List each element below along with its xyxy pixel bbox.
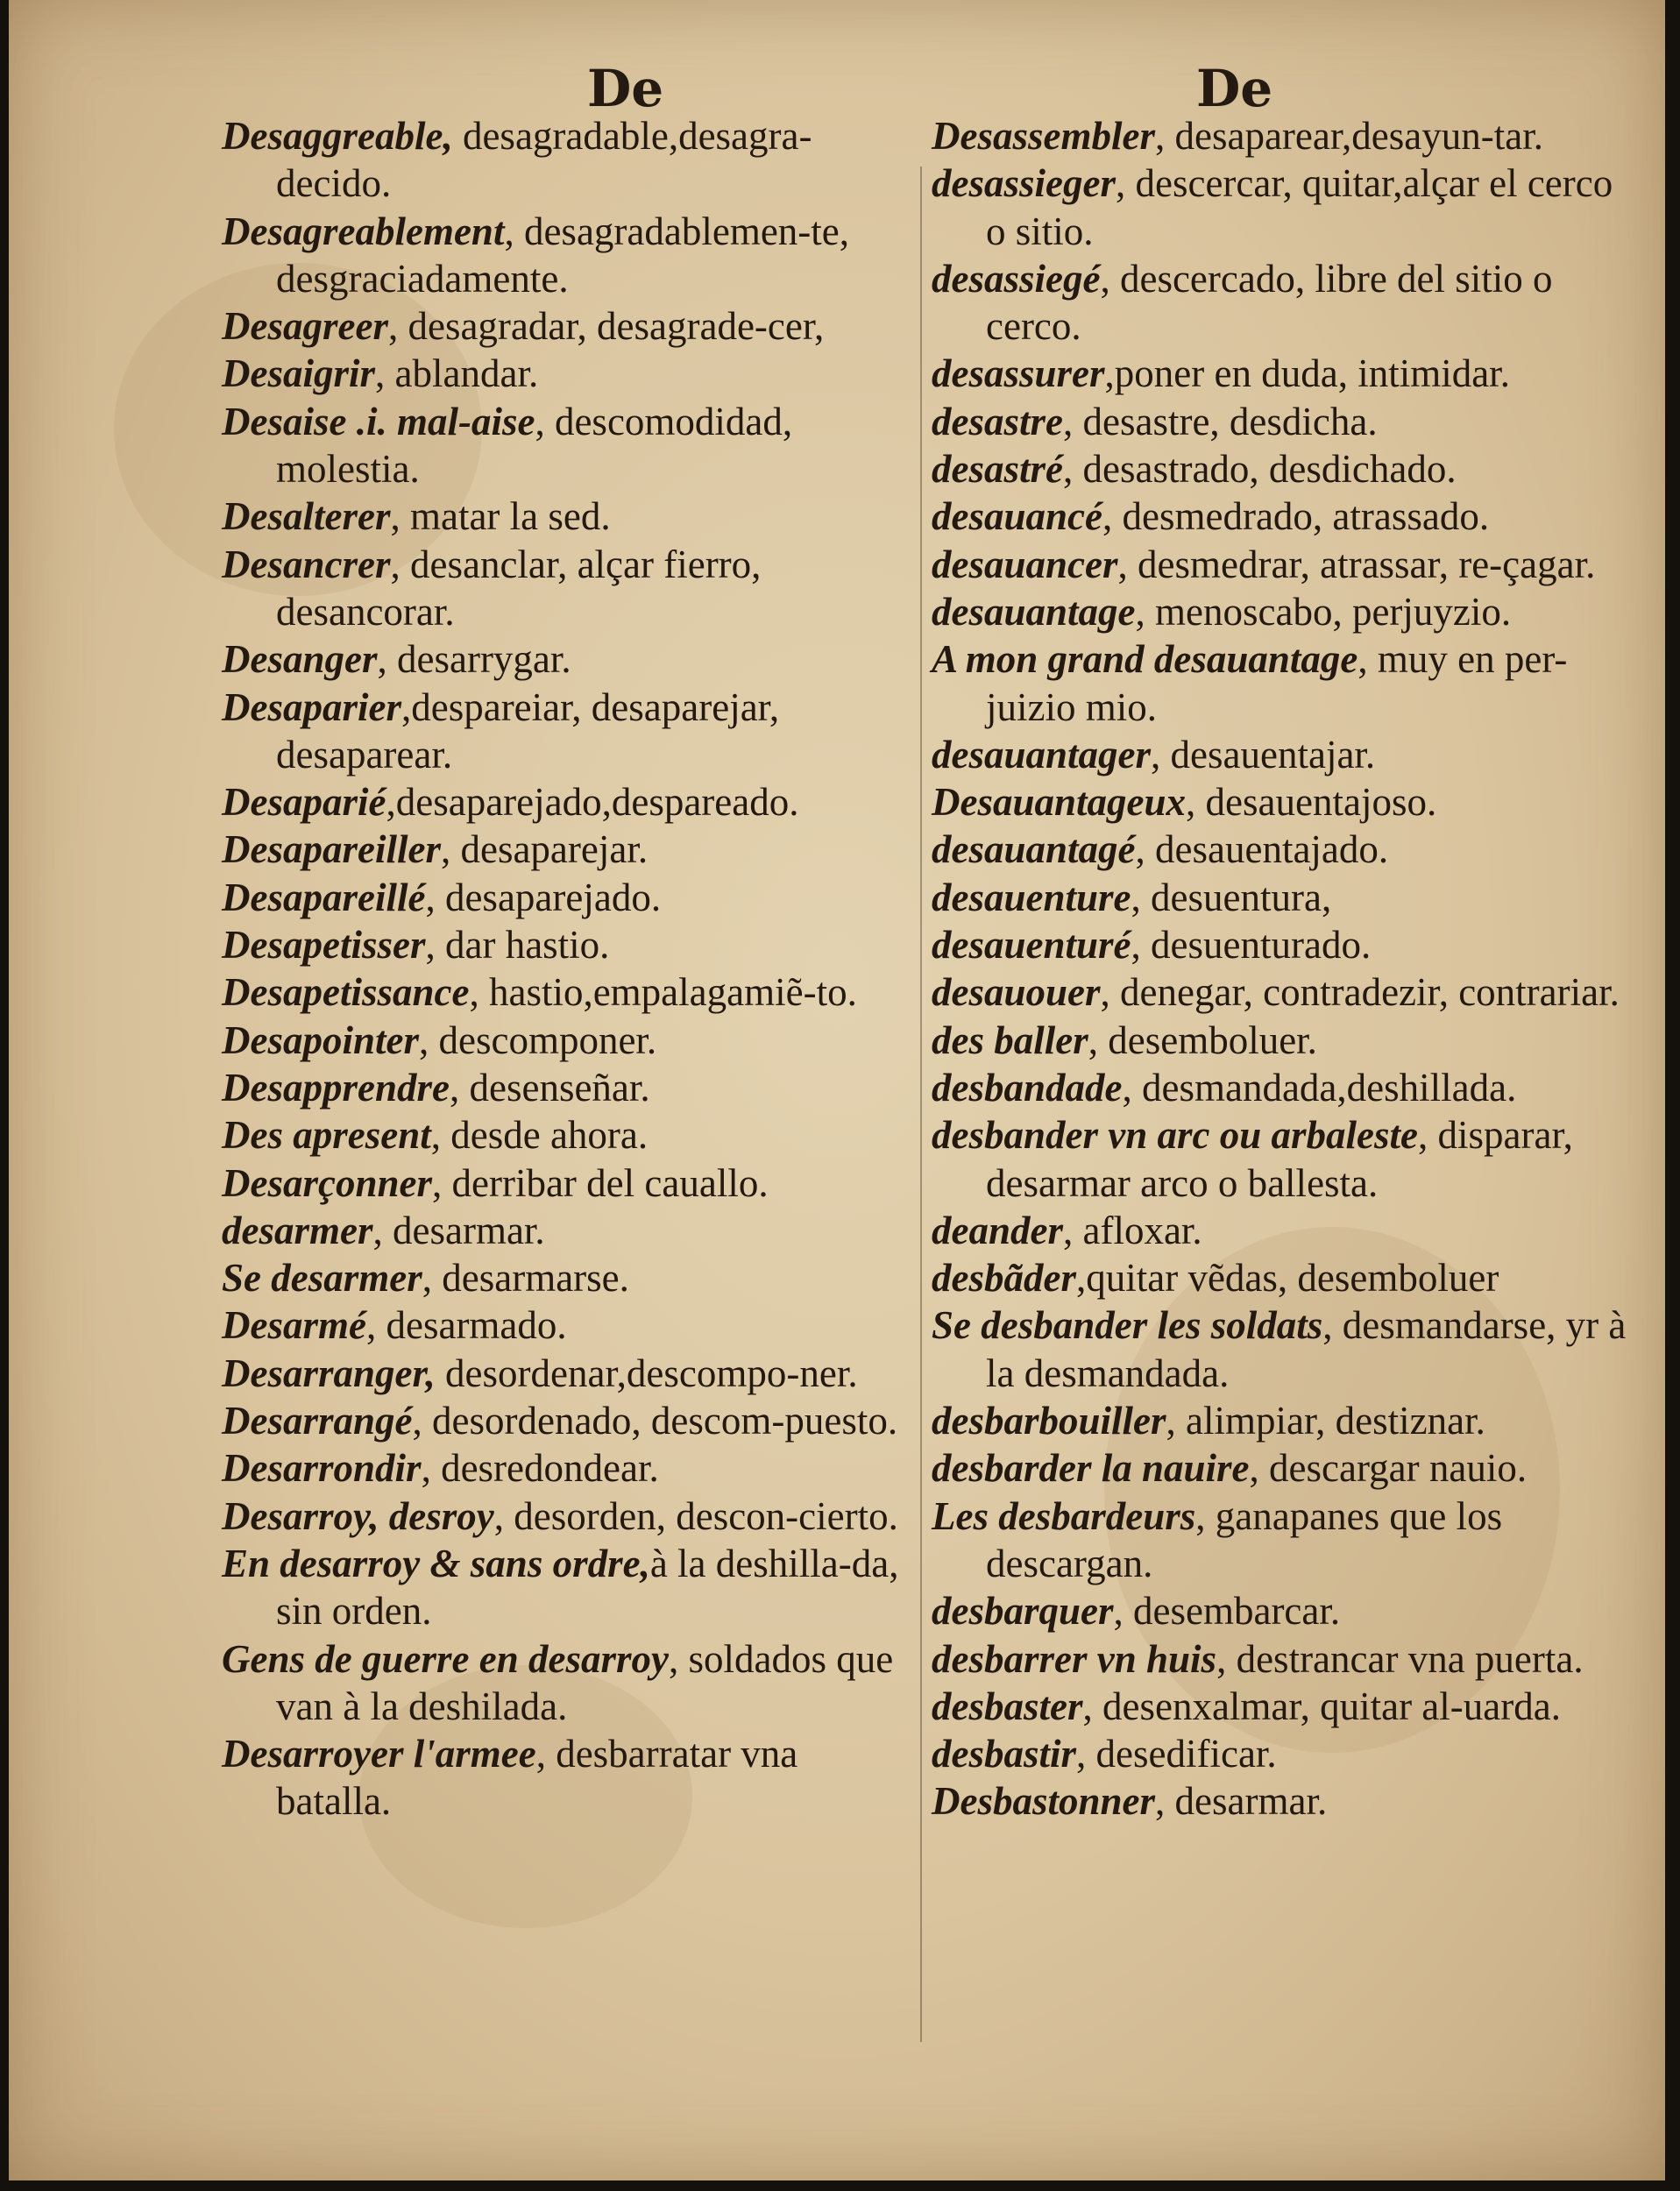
dictionary-entry: [932, 1444, 1633, 1492]
dictionary-entry: [932, 1493, 1633, 1588]
dictionary-entry: [222, 493, 910, 540]
dictionary-entry: [932, 874, 1633, 921]
dictionary-entry: [222, 1301, 910, 1349]
entry-headword: Desarçonner: [222, 1160, 433, 1205]
dictionary-entry: [932, 398, 1633, 445]
entry-headword: Desapetisser: [222, 923, 426, 968]
right-column: [932, 112, 1633, 1826]
entry-definition: , muy en per-juizio mio.: [986, 637, 1568, 729]
dictionary-entry: [222, 541, 910, 636]
entry-definition: , desaparejar.: [440, 827, 649, 872]
dictionary-entry: [222, 1064, 910, 1111]
dictionary-entry: [932, 921, 1633, 968]
dictionary-entry: [932, 1254, 1633, 1301]
entry-definition: , desde ahora.: [430, 1113, 649, 1158]
entry-definition: desordenar,descompo-ner.: [435, 1351, 858, 1395]
entry-definition: , descargar nauio.: [1249, 1446, 1528, 1491]
entry-definition: , soldados que van à la deshilada.: [276, 1636, 894, 1728]
entry-headword: des baller: [932, 1018, 1088, 1062]
entry-headword: Desancrer: [222, 542, 391, 586]
entry-headword: Desagreer: [222, 304, 388, 349]
entry-definition: , desarmar.: [372, 1208, 545, 1252]
entry-headword: desbandade: [932, 1065, 1123, 1110]
entry-definition: , desaparear,desayun-tar.: [1154, 114, 1543, 158]
dictionary-entry: [222, 350, 910, 397]
entry-definition: , descomodidad, molestia.: [276, 399, 793, 492]
entry-headword: Desapprendre: [222, 1065, 450, 1110]
entry-headword: desastré: [932, 447, 1063, 492]
entry-definition: , denegar, contradezir, contrariar.: [1100, 970, 1620, 1015]
entry-definition: , desarmado.: [365, 1303, 567, 1348]
entry-definition: ,poner en duda, intimidar.: [1104, 351, 1510, 396]
entry-headword: deander: [932, 1208, 1063, 1252]
entry-headword: Desbastonner: [932, 1779, 1156, 1824]
dictionary-entry: [932, 1301, 1633, 1397]
dictionary-entry: [932, 1635, 1633, 1683]
dictionary-entry: [932, 826, 1633, 873]
entry-definition: , desagradar, desagrade-cer,: [387, 304, 825, 349]
entry-definition: ,desaparejado,despareado.: [386, 780, 799, 825]
entry-headword: Desarmé: [222, 1303, 366, 1348]
entry-headword: desauancé: [932, 494, 1102, 539]
entry-headword: Desapointer: [222, 1018, 419, 1062]
dictionary-entry: [932, 1587, 1633, 1634]
dictionary-entry: [932, 160, 1633, 255]
dictionary-entry: [932, 588, 1633, 635]
entry-headword: Desassembler: [932, 114, 1155, 158]
entry-headword: Desarroy, desroy: [222, 1493, 494, 1538]
entry-headword: Desarroyer l'armee: [222, 1732, 536, 1776]
dictionary-entry: [932, 1064, 1633, 1111]
entry-definition: , desauentajoso.: [1186, 780, 1437, 825]
dictionary-entry: [222, 1493, 910, 1540]
running-header-left: De: [587, 59, 664, 118]
entry-definition: , alimpiar, destiznar.: [1166, 1399, 1485, 1443]
entry-definition: , ganapanes que los descargan.: [986, 1493, 1503, 1585]
entry-headword: desbarrer vn huis: [932, 1636, 1217, 1681]
entry-definition: , derribar del cauallo.: [432, 1160, 769, 1205]
entry-definition: , desaparejado.: [425, 875, 662, 919]
dictionary-entry: [222, 1444, 910, 1492]
dictionary-entry: [222, 1207, 910, 1254]
entry-headword: desauantagé: [932, 827, 1136, 872]
entry-definition: , desembarcar.: [1113, 1589, 1341, 1634]
entry-headword: desauancer: [932, 542, 1118, 586]
entry-definition: , descercado, libre del sitio o cerco.: [986, 256, 1553, 349]
dictionary-entry: [932, 112, 1633, 160]
dictionary-entry: [932, 1017, 1633, 1064]
dictionary-entry: [222, 112, 910, 208]
entry-definition: , desordenado, descom-puesto.: [412, 1399, 898, 1443]
dictionary-entry: [222, 1397, 910, 1444]
entry-definition: , desmandarse, yr à la desmandada.: [986, 1303, 1627, 1395]
dictionary-entry: [222, 208, 910, 303]
dictionary-entry: [932, 1111, 1633, 1207]
dictionary-entry: [932, 350, 1633, 397]
entry-headword: Desaigrir: [222, 351, 376, 396]
dictionary-entry: [222, 1350, 910, 1397]
entry-definition: à la deshilla-da, sin orden.: [276, 1541, 899, 1634]
dictionary-entry: [222, 826, 910, 873]
entry-headword: desauenture: [932, 875, 1131, 919]
dictionary-entry: [932, 1730, 1633, 1777]
dictionary-page: [9, 0, 1665, 2180]
entry-definition: , desenxalmar, quitar al-uarda.: [1082, 1684, 1561, 1728]
entry-headword: Desaparier: [222, 684, 401, 729]
entry-definition: , desmedrar, atrassar, re-çagar.: [1117, 542, 1596, 586]
dictionary-entry: [222, 684, 910, 779]
entry-definition: , desuentura,: [1131, 875, 1332, 919]
entry-definition: , destrancar vna puerta.: [1216, 1636, 1584, 1681]
dictionary-entry: [222, 1017, 910, 1064]
dictionary-entry: [222, 778, 910, 826]
dictionary-entry: [932, 968, 1633, 1016]
entry-definition: , desredondear.: [421, 1446, 659, 1491]
entry-definition: , matar la sed.: [390, 494, 611, 539]
entry-headword: Desagreablement: [222, 209, 505, 253]
dictionary-entry: [932, 1777, 1633, 1825]
dictionary-entry: [222, 302, 910, 350]
entry-headword: desauouer: [932, 970, 1101, 1015]
entry-definition: , hastio,empalagamiẽ-to.: [469, 970, 857, 1015]
dictionary-entry: [222, 398, 910, 493]
entry-definition: , desenseñar.: [449, 1065, 650, 1110]
dictionary-entry: [222, 968, 910, 1016]
dictionary-entry: [222, 874, 910, 921]
dictionary-entry: [932, 1683, 1633, 1730]
entry-headword: desbãder: [932, 1256, 1076, 1301]
dictionary-entry: [932, 1207, 1633, 1254]
dictionary-entry: [932, 778, 1633, 826]
entry-definition: , desarmar.: [1155, 1779, 1328, 1824]
entry-definition: , desmedrado, atrassado.: [1102, 494, 1490, 539]
entry-definition: , descercar, quitar,alçar el cerco o sitio.: [986, 161, 1613, 253]
entry-definition: , dar hastio.: [425, 923, 610, 968]
left-column: [222, 112, 910, 1826]
entry-headword: Desapareiller: [222, 827, 441, 872]
entry-headword: desbarbouiller: [932, 1399, 1166, 1443]
dictionary-entry: [222, 1254, 910, 1301]
entry-definition: , desanclar, alçar fierro, desancorar.: [276, 542, 762, 634]
entry-headword: Desapetissance: [222, 970, 470, 1015]
entry-headword: desbander vn arc ou arbaleste: [932, 1113, 1418, 1158]
entry-headword: Les desbardeurs: [932, 1493, 1196, 1538]
dictionary-entry: [222, 1111, 910, 1159]
entry-headword: Desaggreable,: [222, 114, 453, 158]
dictionary-entry: [222, 635, 910, 683]
entry-headword: desastre: [932, 399, 1063, 443]
entry-definition: ,quitar vẽdas, desemboluer: [1075, 1256, 1499, 1301]
dictionary-entry: [222, 1730, 910, 1826]
entry-headword: Gens de guerre en desarroy: [222, 1636, 669, 1681]
entry-headword: Desanger: [222, 637, 378, 682]
entry-headword: Desaparié: [222, 780, 386, 825]
dictionary-entry: [222, 921, 910, 968]
dictionary-entry: [932, 445, 1633, 493]
entry-headword: desarmer: [222, 1208, 373, 1252]
entry-headword: desbaster: [932, 1684, 1083, 1728]
entry-headword: En desarroy & sans ordre,: [222, 1541, 650, 1585]
entry-definition: , desastrado, desdichado.: [1063, 447, 1457, 492]
entry-definition: , desastre, desdicha.: [1063, 399, 1378, 443]
entry-headword: Desarranger,: [222, 1351, 436, 1395]
entry-definition: , desagradablemen-te, desgraciadamente.: [276, 209, 850, 301]
entry-headword: Desalterer: [222, 494, 391, 539]
entry-definition: , desorden, descon-cierto.: [493, 1493, 898, 1538]
dictionary-entry: [932, 635, 1633, 731]
entry-definition: ,despareiar, desaparejar, desaparear.: [276, 684, 780, 776]
entry-headword: desauantage: [932, 589, 1136, 634]
entry-definition: , descomponer.: [419, 1018, 657, 1062]
entry-definition: desagradable,desagra-decido.: [276, 114, 812, 206]
entry-definition: , desauentajado.: [1135, 827, 1389, 872]
entry-definition: , desedificar.: [1076, 1732, 1277, 1776]
entry-headword: desbarder la nauire: [932, 1446, 1250, 1491]
dictionary-entry: [932, 255, 1633, 351]
dictionary-entry: [222, 1635, 910, 1731]
entry-headword: A mon grand desauantage: [932, 637, 1358, 682]
entry-headword: desassurer: [932, 351, 1105, 396]
entry-headword: desbarquer: [932, 1589, 1114, 1634]
entry-headword: desauantager: [932, 732, 1152, 776]
entry-definition: , desmandada,deshillada.: [1122, 1065, 1517, 1110]
entry-headword: desassiegé: [932, 256, 1101, 301]
entry-definition: , desarmarse.: [422, 1256, 629, 1301]
dictionary-entry: [932, 1397, 1633, 1444]
entry-definition: , desarrygar.: [377, 637, 571, 682]
entry-headword: Desarrangé: [222, 1399, 413, 1443]
entry-definition: , desauentajar.: [1151, 732, 1376, 776]
entry-headword: Desapareillé: [222, 875, 426, 919]
entry-headword: Desarrondir: [222, 1446, 422, 1491]
entry-definition: , menoscabo, perjuyzio.: [1135, 589, 1512, 634]
entry-definition: , desuenturado.: [1131, 923, 1372, 968]
entry-headword: desassieger: [932, 161, 1116, 206]
dictionary-entry: [932, 493, 1633, 540]
dictionary-entry: [932, 541, 1633, 588]
running-header-right: De: [1196, 59, 1273, 118]
entry-headword: Des apresent: [222, 1113, 431, 1158]
entry-definition: , ablandar.: [375, 351, 539, 396]
entry-definition: , desemboluer.: [1088, 1018, 1317, 1062]
column-rule: [920, 167, 922, 2042]
dictionary-entry: [222, 1540, 910, 1635]
entry-definition: , desbarratar vna batalla.: [276, 1732, 798, 1824]
entry-definition: , afloxar.: [1063, 1208, 1202, 1252]
entry-headword: Se desarmer: [222, 1256, 422, 1301]
dictionary-entry: [932, 731, 1633, 778]
entry-headword: Se desbander les soldats: [932, 1303, 1323, 1348]
entry-headword: desbastir: [932, 1732, 1077, 1776]
entry-headword: Desauantageux: [932, 780, 1187, 825]
dictionary-entry: [222, 1159, 910, 1207]
entry-definition: , disparar, desarmar arco o ballesta.: [986, 1113, 1573, 1205]
entry-headword: Desaise .i. mal-aise: [222, 399, 535, 443]
entry-headword: desauenturé: [932, 923, 1131, 968]
